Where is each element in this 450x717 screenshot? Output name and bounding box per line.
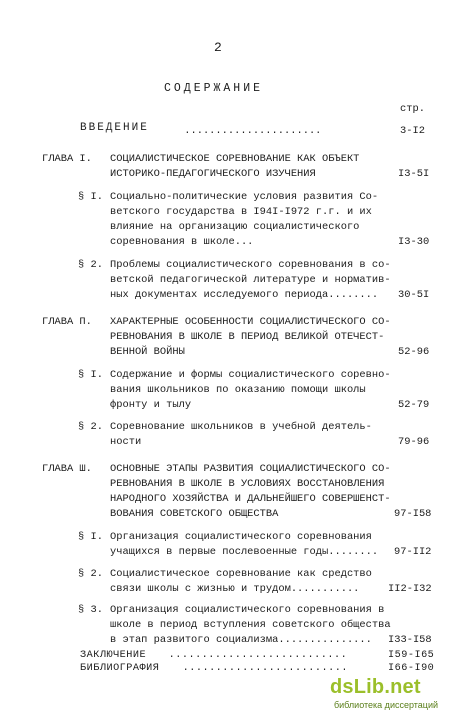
site-watermark[interactable] <box>330 676 448 714</box>
ch1-section2-pages: 30-5I <box>398 289 430 301</box>
ch3-section3-line2: школе в период вступления советского общества <box>110 619 391 631</box>
ch3-section1-line2: учащихся в первые послевоенные годы........ <box>110 546 379 558</box>
chapter3-title-line1: ОСНОВНЫЕ ЭТАПЫ РАЗВИТИЯ СОЦИАЛИСТИЧЕСКОГО СО- <box>110 463 391 475</box>
ch2-section1-line2: вания школьников по оказанию помощи школы <box>110 384 366 396</box>
ch3-section3-number: § 3. <box>78 604 103 616</box>
ch3-section2-line2: связи школы с жизнью и трудом........... <box>110 583 360 595</box>
chapter3-label: ГЛАВА Ш. <box>42 463 92 475</box>
chapter2-title-line2: РЕВНОВАНИЯ В ШКОЛЕ В ПЕРИОД ВЕЛИКОЙ ОТЕЧЕСТ- <box>110 331 385 343</box>
ch2-section2-number: § 2. <box>78 421 103 433</box>
ch1-section2-line1: Проблемы социалистического соревнования в со- <box>110 259 391 271</box>
chapter1-pages: I3-5I <box>398 168 430 180</box>
ch1-section2-line2: ветской педагогической литературе и норматив- <box>110 274 391 286</box>
ch3-section3-line1: Организация социалистического соревнования в <box>110 604 385 616</box>
ch1-section1-line3: влияние на организацию социалистического <box>110 221 360 233</box>
ch3-section1-pages: 97-II2 <box>394 546 432 558</box>
chapter3-pages: 97-I58 <box>394 508 432 520</box>
toc-heading: СОДЕРЖАНИЕ <box>164 82 264 95</box>
ch3-section3-line3: в этап развитого социализма............... <box>110 634 372 646</box>
chapter3-title-line2: РЕВНОВАНИЯ В ШКОЛЕ В УСЛОВИЯХ ВОССТАНОВЛЕНИЯ <box>110 478 385 490</box>
chapter2-pages: 52-96 <box>398 346 430 358</box>
ch3-section3-pages: I33-I58 <box>388 634 432 646</box>
ch3-section1-line1: Организация социалистического соревнования <box>110 531 372 543</box>
chapter2-title-line1: ХАРАКТЕРНЫЕ ОСОБЕННОСТИ СОЦИАЛИСТИЧЕСКОГО СО- <box>110 316 391 328</box>
chapter2-label: ГЛАВА П. <box>42 316 92 328</box>
ch1-section1-line1: Социально-политические условия развития Со- <box>110 191 379 203</box>
watermark-subtitle: библиотека диссертаций <box>334 700 439 710</box>
ch1-section1-pages: I3-30 <box>398 236 430 248</box>
intro-label: ВВЕДЕНИЕ <box>80 122 149 134</box>
ch1-section1-line4: соревнования в школе... <box>110 236 254 248</box>
watermark-logo: dsLib.net <box>330 676 421 698</box>
intro-leader: ...................... <box>178 125 322 137</box>
chapter3-title-line4: ВОВАНИЯ СОВЕТСКОГО ОБЩЕСТВА <box>110 508 279 520</box>
intro-pages: 3-I2 <box>400 125 425 137</box>
page-number: 2 <box>214 40 222 55</box>
ch2-section1-number: § I. <box>78 369 103 381</box>
ch2-section2-line1: Соревнование школьников в учебной деятель- <box>110 421 372 433</box>
chapter1-label: ГЛАВА I. <box>42 153 92 165</box>
conclusion-leader: ........................... <box>162 650 348 661</box>
ch1-section1-number: § I. <box>78 191 103 203</box>
bibliography-label: БИБЛИОГРАФИЯ <box>80 663 160 674</box>
ch3-section2-line1: Социалистическое соревнование как средство <box>110 568 372 580</box>
chapter2-title-line3: ВЕННОЙ ВОЙНЫ <box>110 346 185 358</box>
chapter1-title-line2: ИСТОРИКО-ПЕДАГОГИЧЕСКОГО ИЗУЧЕНИЯ <box>110 168 316 180</box>
ch2-section2-pages: 79-96 <box>398 436 430 448</box>
page-column-label: стр. <box>400 103 425 115</box>
ch3-section2-number: § 2. <box>78 568 103 580</box>
chapter3-title-line3: НАРОДНОГО ХОЗЯЙСТВА И ДАЛЬНЕЙШЕГО СОВЕРШЕНСТ- <box>110 493 391 505</box>
ch3-section2-pages: II2-I32 <box>388 583 432 595</box>
ch1-section1-line2: ветского государства в I94I-I972 г.г. и их <box>110 206 372 218</box>
ch2-section2-line2: ности <box>110 436 142 448</box>
ch2-section1-pages: 52-79 <box>398 399 430 411</box>
chapter1-title-line1: СОЦИАЛИСТИЧЕСКОЕ СОРЕВНОВАНИЕ КАК ОБЪЕКТ <box>110 153 360 165</box>
bibliography-leader: ......................... <box>176 663 348 674</box>
ch2-section1-line3: фронту и тылу <box>110 399 192 411</box>
ch1-section2-line3: ных документах исследуемого периода........ <box>110 289 379 301</box>
ch1-section2-number: § 2. <box>78 259 103 271</box>
bibliography-pages: I66-I90 <box>388 663 435 674</box>
ch2-section1-line1: Содержание и формы социалистического соревно- <box>110 369 391 381</box>
conclusion-label: ЗАКЛЮЧЕНИЕ <box>80 650 147 661</box>
ch3-section1-number: § I. <box>78 531 103 543</box>
conclusion-pages: I59-I65 <box>388 650 435 661</box>
